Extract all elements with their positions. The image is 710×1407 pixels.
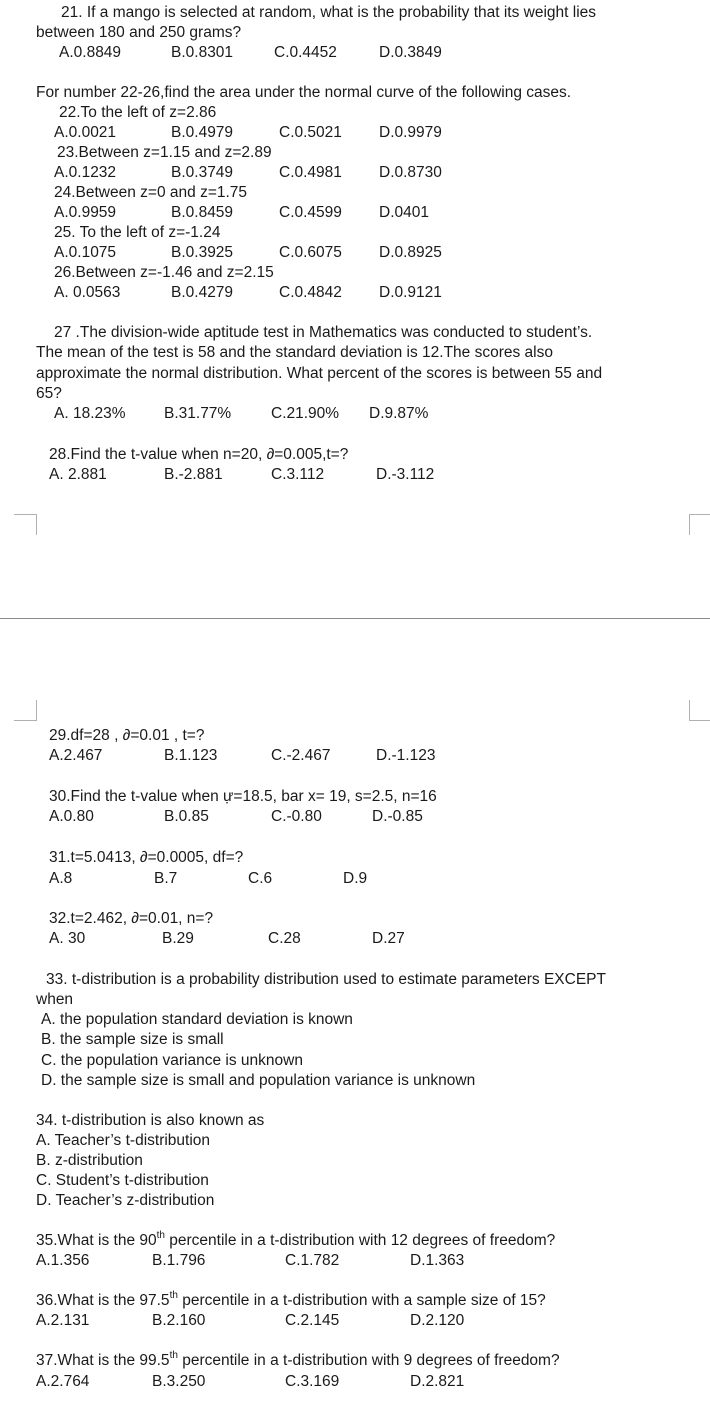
q27-choice-c: C.21.90%: [271, 405, 340, 422]
q37-stem: [36, 1351, 560, 1371]
q29-choice-b: B.1.123: [164, 747, 218, 764]
q37-superscript: th: [169, 1349, 178, 1361]
q28-choice-b: B.-2.881: [164, 466, 223, 483]
q33-stem-line1: 33. t-distribution is a probability distribution used to estimate parameters EXCEPT: [46, 971, 606, 988]
q35-choice-b: B.1.796: [152, 1252, 206, 1269]
q32-choice-c: C.28: [268, 930, 301, 947]
q21-choice-b: B.0.8301: [171, 44, 234, 61]
page-crop-mark-bottom-left: [14, 700, 37, 721]
q27-stem-line4: 65?: [36, 385, 62, 402]
q30-choice-c: C.-0.80: [271, 808, 322, 825]
q32-choice-a: A. 30: [49, 930, 86, 947]
q34-choice-a: A. Teacher’s t-distribution: [36, 1132, 211, 1149]
q31-choice-b: B.7: [154, 870, 178, 887]
q24-choice-d: D.0401: [379, 204, 429, 221]
q36-stem: [36, 1291, 546, 1311]
q29-choice-a: A.2.467: [49, 747, 103, 764]
instructions-22-26: For number 22-26,find the area under the normal curve of the following cases.: [36, 84, 572, 101]
q36-stem-post: percentile in a t-distribution with a sample size of 15?: [177, 1292, 546, 1309]
q30-choice-d: D.-0.85: [372, 808, 423, 825]
q33-stem-line2: when: [36, 991, 74, 1008]
q37-stem-post: percentile in a t-distribution with 9 degrees of freedom?: [177, 1352, 560, 1369]
q34-choice-c: C. Student’s t-distribution: [36, 1172, 209, 1189]
q37-choice-b: B.3.250: [152, 1373, 206, 1390]
q35-choice-c: C.1.782: [285, 1252, 340, 1269]
q34-choice-b: B. z-distribution: [36, 1152, 143, 1169]
q36-choice-b: B.2.160: [152, 1312, 206, 1329]
q21-choice-c: C.0.4452: [274, 44, 337, 61]
q27-stem-line1: 27 .The division-wide aptitude test in Mathematics was conducted to student’s.: [54, 324, 593, 341]
q28-choice-c: C.3.112: [271, 466, 325, 483]
q35-stem-pre: 35.What is the 90: [36, 1232, 157, 1249]
q29-choice-c: C.-2.467: [271, 747, 331, 764]
q37-choice-d: D.2.821: [410, 1373, 465, 1390]
q27-choice-d: D.9.87%: [369, 405, 429, 422]
q36-choice-d: D.2.120: [410, 1312, 465, 1329]
q22-choice-c: C.0.5021: [279, 124, 342, 141]
q33-choice-b: B. the sample size is small: [41, 1031, 224, 1048]
q35-stem-post: percentile in a t-distribution with 12 degrees of freedom?: [164, 1232, 556, 1249]
q36-choice-a: A.2.131: [36, 1312, 90, 1329]
q30-choice-b: B.0.85: [164, 808, 209, 825]
q21-choice-d: D.0.3849: [379, 44, 442, 61]
q37-choice-a: A.2.764: [36, 1373, 90, 1390]
q31-choice-c: C.6: [248, 870, 273, 887]
q24-choice-c: C.0.4599: [279, 204, 342, 221]
q30-choice-a: A.0.80: [49, 808, 94, 825]
page-crop-mark-top-right: [689, 514, 710, 535]
q25-choice-c: C.0.6075: [279, 244, 342, 261]
q24-choice-a: A.0.9959: [54, 204, 117, 221]
q22-choice-d: D.0.9979: [379, 124, 442, 141]
q35-superscript: th: [156, 1229, 165, 1241]
q34-choice-d: D. Teacher’s z-distribution: [36, 1192, 215, 1209]
page-divider: [0, 618, 710, 619]
q25-choice-d: D.0.8925: [379, 244, 442, 261]
q23-choice-a: A.0.1232: [54, 164, 117, 181]
q34-stem: 34. t-distribution is also known as: [36, 1112, 265, 1129]
q25-choice-a: A.0.1075: [54, 244, 117, 261]
q25-stem: 25. To the left of z=-1.24: [54, 224, 221, 241]
q26-choice-b: B.0.4279: [171, 284, 234, 301]
q32-choice-b: B.29: [162, 930, 194, 947]
q36-stem-pre: 36.What is the 97.5: [36, 1292, 170, 1309]
q35-stem: [36, 1231, 555, 1251]
q23-stem: 23.Between z=1.15 and z=2.89: [57, 144, 272, 161]
q23-choice-b: B.0.3749: [171, 164, 234, 181]
q21-stem-line2: between 180 and 250 grams?: [36, 24, 242, 41]
q25-choice-b: B.0.3925: [171, 244, 234, 261]
q21-stem-line1: 21. If a mango is selected at random, what is the probability that its weight lies: [61, 4, 597, 21]
q26-choice-a: A. 0.0563: [54, 284, 121, 301]
q21-choice-a: A.0.8849: [59, 44, 122, 61]
q22-stem: 22.To the left of z=2.86: [59, 104, 217, 121]
q23-choice-d: D.0.8730: [379, 164, 442, 181]
q24-choice-b: B.0.8459: [171, 204, 234, 221]
q35-choice-a: A.1.356: [36, 1252, 90, 1269]
q32-choice-d: D.27: [372, 930, 405, 947]
page-crop-mark-top-left: [14, 514, 37, 535]
q27-choice-a: A. 18.23%: [54, 405, 126, 422]
q27-stem-line3: approximate the normal distribution. What percent of the scores is between 55 and: [36, 365, 603, 382]
q22-choice-a: A.0.0021: [54, 124, 117, 141]
q33-choice-d: D. the sample size is small and population variance is unknown: [41, 1072, 476, 1089]
q35-choice-d: D.1.363: [410, 1252, 465, 1269]
q36-superscript: th: [169, 1289, 178, 1301]
q37-stem-pre: 37.What is the 99.5: [36, 1352, 170, 1369]
q29-choice-d: D.-1.123: [376, 747, 436, 764]
q22-choice-b: B.0.4979: [171, 124, 234, 141]
q27-stem-line2: The mean of the test is 58 and the standard deviation is 12.The scores also: [36, 344, 553, 361]
q31-stem: 31.t=5.0413, ∂=0.0005, df=?: [49, 849, 244, 866]
q28-choice-d: D.-3.112: [376, 466, 435, 483]
q24-stem: 24.Between z=0 and z=1.75: [54, 184, 248, 201]
q26-stem: 26.Between z=-1.46 and z=2.15: [54, 264, 274, 281]
q31-choice-d: D.9: [343, 870, 368, 887]
q32-stem: 32.t=2.462, ∂=0.01, n=?: [49, 910, 214, 927]
q37-choice-c: C.3.169: [285, 1373, 340, 1390]
q26-choice-c: C.0.4842: [279, 284, 342, 301]
q33-choice-a: A. the population standard deviation is known: [41, 1011, 353, 1028]
q26-choice-d: D.0.9121: [379, 284, 442, 301]
q33-choice-c: C. the population variance is unknown: [41, 1052, 303, 1069]
q28-choice-a: A. 2.881: [49, 466, 107, 483]
q28-stem: 28.Find the t-value when n=20, ∂=0.005,t=?: [49, 446, 349, 463]
q36-choice-c: C.2.145: [285, 1312, 340, 1329]
q23-choice-c: C.0.4981: [279, 164, 342, 181]
q27-choice-b: B.31.77%: [164, 405, 232, 422]
q31-choice-a: A.8: [49, 870, 73, 887]
q29-stem: 29.df=28 , ∂=0.01 , t=?: [49, 727, 205, 744]
page-crop-mark-bottom-right: [689, 700, 710, 721]
q30-stem: 30.Find the t-value when ự=18.5, bar x= 19, s=2.5, n=16: [49, 788, 437, 805]
